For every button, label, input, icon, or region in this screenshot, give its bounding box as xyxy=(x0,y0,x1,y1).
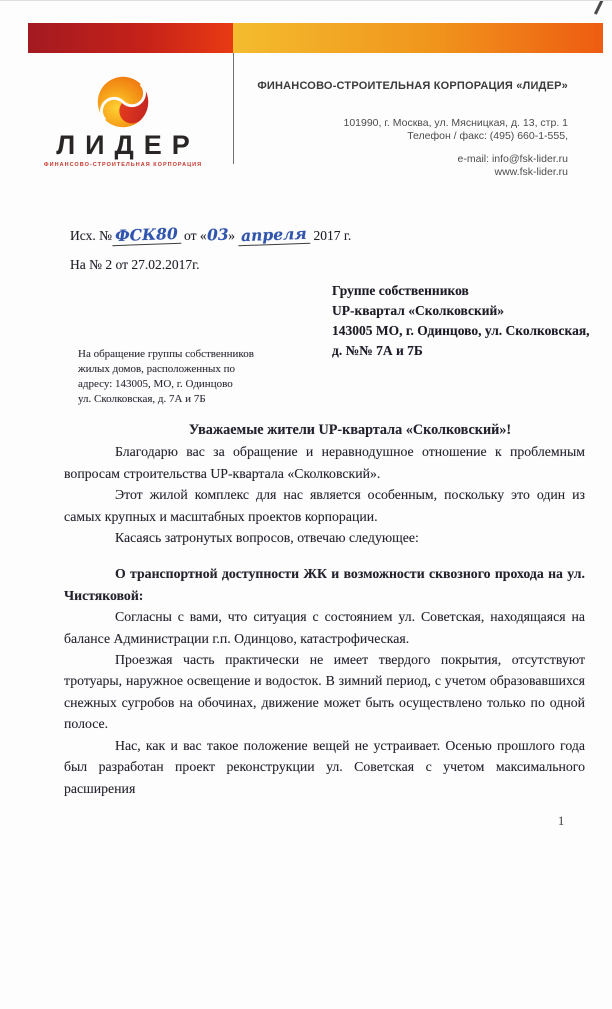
company-website: www.fsk-lider.ru xyxy=(494,166,568,178)
logo-wordmark: ЛИДЕР xyxy=(56,130,200,160)
quote-close: » xyxy=(228,228,239,243)
year-label: 2017 г. xyxy=(310,228,352,243)
header-stripe-orange xyxy=(233,23,603,53)
handwritten-outgoing-number: ФСК80 xyxy=(112,224,181,246)
logo-caption: ФИНАНСОВО-СТРОИТЕЛЬНАЯ КОРПОРАЦИЯ xyxy=(43,162,203,168)
letterhead-contact-block xyxy=(257,80,568,179)
body-paragraph: Согласны с вами, что ситуация с состоянием ул. Советская, находящаяся на балансе Администрации г.п. Одинцово, катастрофическая. xyxy=(64,609,585,646)
from-label: от « xyxy=(180,228,207,243)
subject-note-line: ул. Сколковская, д. 7А и 7Б xyxy=(78,393,206,405)
body-paragraph: Проезжая часть практически не имеет твердого покрытия, отсутствуют тротуары, наружное освещение и водосток. В зимний период, с учетом образовавшихся снежных сугробов на обочинах, движение может быть осуществлено только по одной полосе. xyxy=(64,652,585,732)
company-name: ФИНАНСОВО-СТРОИТЕЛЬНАЯ КОРПОРАЦИЯ «ЛИДЕР» xyxy=(257,80,568,92)
reference-block xyxy=(70,225,351,273)
page-number: 1 xyxy=(558,814,565,828)
recipient-block xyxy=(332,281,590,361)
header-divider-line xyxy=(233,53,234,164)
body-paragraph: Этот жилой комплекс для нас является особенным, поскольку это один из самых крупных и масштабных проектов корпорации. xyxy=(64,487,585,524)
recipient-line: 143005 МО, г. Одинцово, ул. Сколковская, xyxy=(332,323,590,338)
body-paragraph: Нас, как и вас такое положение вещей не устраивает. Осенью прошлого года был разработан проект реконструкции ул. Советская с учетом максимального расширения xyxy=(64,737,585,796)
outgoing-label: Исх. № xyxy=(70,228,112,243)
body-paragraph: Касаясь затронутых вопросов, отвечаю следующее: xyxy=(115,530,419,546)
scan-artifact-mark xyxy=(594,0,605,15)
body-paragraph: Благодарю вас за обращение и неравнодушное отношение к проблемным вопросам строительства UP-квартала «Сколковский». xyxy=(64,444,585,481)
header-stripe-red xyxy=(28,23,233,53)
recipient-line: Группе собственников xyxy=(332,283,469,298)
subject-note-line: жилых домов, расположенных по xyxy=(78,363,236,375)
subject-note-line: На обращение группы собственников xyxy=(78,348,254,360)
subject-note-block xyxy=(78,347,254,407)
company-phone: Телефон / факс: (495) 660-1-555, xyxy=(407,130,568,142)
outgoing-number-line xyxy=(70,225,351,252)
letter-salutation: Уважаемые жители UP-квартала «Сколковский»! xyxy=(188,422,512,438)
subject-note-line: адресу: 143005, МО, г. Одинцово xyxy=(78,378,233,390)
handwritten-month: апреля xyxy=(238,224,310,246)
swirl-pinwheel-icon xyxy=(96,75,150,129)
company-email: e-mail: info@fsk-lider.ru xyxy=(457,153,568,165)
recipient-line: д. №№ 7А и 7Б xyxy=(332,343,423,358)
letter-body xyxy=(64,420,585,799)
company-logo xyxy=(40,75,206,168)
body-paragraph-heading: О транспортной доступности ЖК и возможности сквозного прохода на ул. Чистяковой: xyxy=(64,566,585,603)
recipient-line: UP-квартал «Сколковский» xyxy=(332,303,505,318)
company-address: 101990, г. Москва, ул. Мясницкая, д. 13, стр. 1 xyxy=(343,117,568,129)
handwritten-day: 03 xyxy=(206,224,229,245)
reply-reference-line: На № 2 от 27.02.2017г. xyxy=(70,257,200,272)
